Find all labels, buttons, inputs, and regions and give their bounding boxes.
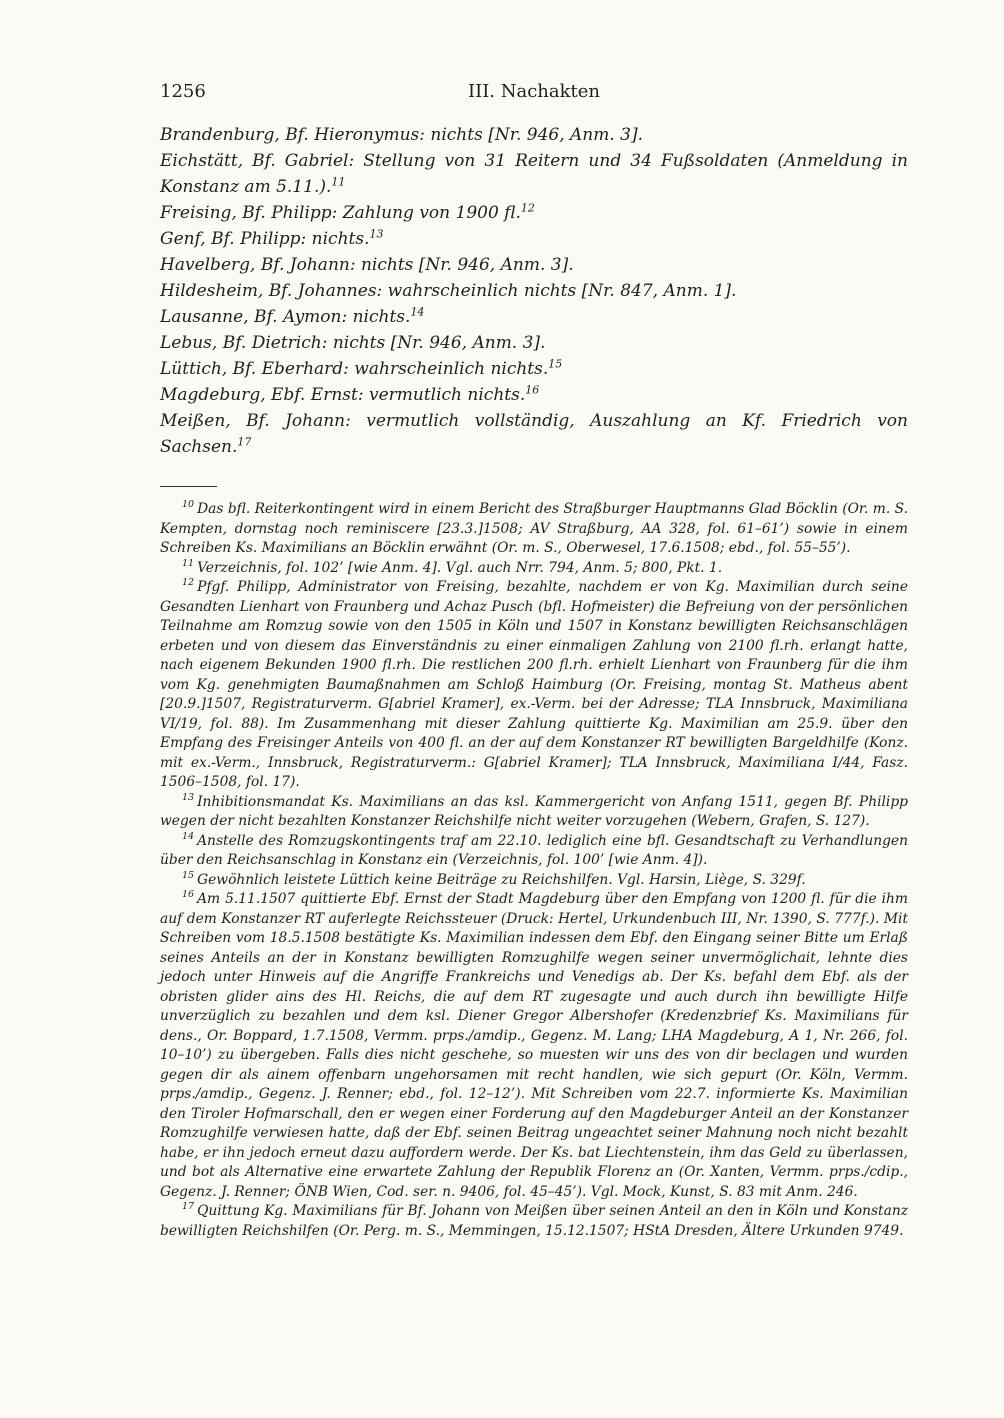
footnote-13: [160, 793, 908, 832]
footnote-number: 14: [182, 830, 195, 842]
entry-text: Eichstätt, Bf. Gabriel: Stellung von 31 Reitern und 34 Fußsoldaten (Anmeldung in Konstanz am 5.11.).: [160, 151, 908, 197]
footnote-14: [160, 832, 908, 871]
entry-meissen: [160, 408, 908, 460]
entry-hildesheim: [160, 278, 908, 304]
footnote-11: [160, 559, 908, 579]
footnote-separator: [160, 486, 217, 487]
footnote-text: Pfgf. Philipp, Administrator von Freising, bezahlte, nachdem er von Kg. Maximilian durch seine Gesandten Lienhart von Fraunberg und Achaz Pusch (bfl. Hofmeister) die Befreiung von der persönlichen Teilnahme am Romzug sowie von den 1505 in Köln und 1507 in Konstanz bewilligten Reichsanschlägen erbeten und von diesem das Einverständnis zu einer einmaligen Zahlung von 2100 fl.rh. erlangt hatte, nach eigenem Bekunden 1900 fl.rh. Die restlichen 200 fl.rh. erhielt Lienhart von Fraunberg für die ihm vom Kg. genehmigten Baumaßnahmen am Schloß Haimburg (Or. Freising, montag St. Matheus abent [20.9.]1507, Registraturverm. G[abriel Kramer], ex.-Verm. bei der Adresse; TLA Innsbruck, Maximiliana VI/19, fol. 88). Im Zusammenhang mit dieser Zahlung quittierte Kg. Maximilian am 25.9. über den Empfang des Freisinger Anteils von 400 fl. an der auf dem Konstanzer RT bewilligten Bargeldhilfe (Konz. mit ex.-Verm., Innsbruck, Registraturverm.: G[abriel Kramer]; TLA Innsbruck, Maximiliana I/44, Fasz. 1506–1508, fol. 17).: [160, 579, 908, 790]
page-content: [160, 80, 908, 1241]
page-number: 1256: [160, 81, 206, 102]
section-title: III. Nachakten: [467, 81, 601, 102]
entry-text: Lebus, Bf. Dietrich: nichts [Nr. 946, Anm. 3].: [160, 333, 546, 353]
entry-text: Meißen, Bf. Johann: vermutlich vollständig, Auszahlung an Kf. Friedrich von Sachsen.: [160, 411, 908, 457]
main-text-block: [160, 122, 908, 460]
footnote-text: Das bfl. Reiterkontingent wird in einem Bericht des Straßburger Hauptmanns Glad Böcklin (Or. m. S. Kempten, dornstag noch reminiscere [23.3.]1508; AV Straßburg, AA 328, fol. 61–61’) sowie in einem Schreiben Ks. Maximilians an Böcklin erwähnt (Or. m. S., Oberwesel, 17.6.1508; ebd., fol. 55–55’).: [160, 501, 908, 556]
footnote-number: 10: [182, 499, 195, 511]
footnote-number: 15: [182, 869, 195, 881]
footnote-text: Verzeichnis, fol. 102’ [wie Anm. 4]. Vgl. auch Nrr. 794, Anm. 5; 800, Pkt. 1.: [197, 559, 723, 576]
footnote-ref: 14: [410, 305, 425, 319]
footnote-number: 13: [182, 791, 195, 803]
footnote-ref: 13: [369, 227, 384, 241]
entry-text: Magdeburg, Ebf. Ernst: vermutlich nichts.: [160, 385, 526, 405]
footnote-12: [160, 578, 908, 793]
footnote-text: Quittung Kg. Maximilians für Bf. Johann von Meißen über seinen Anteil an den in Köln und Konstanz bewilligten Reichshilfen (Or. Perg. m. S., Memmingen, 15.12.1507; HStA Dresden, Ältere Urkunden 9749.: [160, 1203, 908, 1239]
footnote-text: Gewöhnlich leistete Lüttich keine Beiträge zu Reichshilfen. Vgl. Harsin, Liège, S. 329f.: [197, 871, 806, 888]
footnote-ref: 16: [525, 383, 540, 397]
entry-text: Brandenburg, Bf. Hieronymus: nichts [Nr. 946, Anm. 3].: [160, 125, 644, 145]
footnotes-block: [160, 500, 908, 1241]
entry-genf: [160, 226, 908, 252]
entry-text: Genf, Bf. Philipp: nichts.: [160, 229, 370, 249]
entry-freising: [160, 200, 908, 226]
footnote-17: [160, 1202, 908, 1241]
footnote-number: 16: [182, 889, 195, 901]
page-header: [160, 80, 908, 108]
footnote-number: 11: [182, 557, 195, 569]
footnote-text: Inhibitionsmandat Ks. Maximilians an das ksl. Kammergericht von Anfang 1511, gegen Bf. Philipp wegen der nicht bezahlten Konstanzer Reichshilfe nicht weiter vorzugehen (Webern, Grafen, S. 127).: [160, 793, 908, 829]
footnote-text: Am 5.11.1507 quittierte Ebf. Ernst der Stadt Magdeburg über den Empfang von 1200 fl. für die ihm auf dem Konstanzer RT auferlegte Reichssteuer (Druck: Hertel, Urkundenbuch III, Nr. 1390, S. 777f.). Mit Schreiben vom 18.5.1508 bestätigte Ks. Maximilian indessen dem Ebf. den Eingang seiner Bitte um Erlaß seines Anteils an der in Konstanz bewilligten Romzughilfe wegen seiner unvermöglichait, lehnte dies jedoch unter Hinweis auf die Angriffe Frankreichs und Venedigs ab. Der Ks. befahl dem Ebf. als der obristen glider ains des Hl. Reichs, die auf dem RT zugesagte und auch durch ihn bewilligte Hilfe unverzüglich zu bezahlen und dem ksl. Diener Gregor Albershofer (Kredenzbrief Ks. Maximilians für dens., Or. Boppard, 1.7.1508, Vermm. prps./amdip., Gegenz. M. Lang; LHA Magdeburg, A 1, Nr. 266, fol. 10–10’) zu übergeben. Falls dies nicht geschehe, so muesten wir uns des von dir beclagen und wurden gegen dir als ainem offenbarn ungehorsamen mit recht handlen, wie sich gepurt (Or. Köln, Vermm. prps./amdip., Gegenz. J. Renner; ebd., fol. 12–12’). Mit Schreiben vom 22.7. informierte Ks. Maximilian den Tiroler Hofmarschall, den er wegen einer Forderung auf den Magdeburger Anteil an der Konstanzer Romzughilfe verwiesen hatte, daß der Ebf. seinen Beitrag ungeachtet seiner Mahnung noch nicht bezahlt habe, er ihn jedoch erneut dazu auffordern werde. Der Ks. bat Liechtenstein, ihm das Geld zu überlassen, und bot als Alternative eine erwartete Zahlung der Republik Florenz an (Or. Xanten, Vermm. prps./cdip., Gegenz. J. Renner; ÖNB Wien, Cod. ser. n. 9406, fol. 45–45’). Vgl. Mock, Kunst, S. 83 mit Anm. 246.: [160, 891, 908, 1200]
entry-text: Lüttich, Bf. Eberhard: wahrscheinlich nichts.: [160, 359, 549, 379]
footnote-ref: 17: [237, 435, 252, 449]
entry-text: Hildesheim, Bf. Johannes: wahrscheinlich nichts [Nr. 847, Anm. 1].: [160, 281, 737, 301]
entry-lebus: [160, 330, 908, 356]
entry-lausanne: [160, 304, 908, 330]
entry-luettich: [160, 356, 908, 382]
entry-text: Havelberg, Bf. Johann: nichts [Nr. 946, Anm. 3].: [160, 255, 574, 275]
footnote-16: [160, 890, 908, 1202]
entry-eichstaett: [160, 148, 908, 200]
entry-text: Freising, Bf. Philipp: Zahlung von 1900 fl.: [160, 203, 521, 223]
footnote-ref: 15: [548, 357, 563, 371]
entry-text: Lausanne, Bf. Aymon: nichts.: [160, 307, 411, 327]
footnote-number: 12: [182, 577, 195, 589]
footnote-ref: 11: [331, 175, 346, 189]
footnote-15: [160, 871, 908, 891]
entry-havelberg: [160, 252, 908, 278]
footnote-number: 17: [182, 1201, 195, 1213]
entry-magdeburg: [160, 382, 908, 408]
footnote-text: Anstelle des Romzugskontingents traf am 22.10. lediglich eine bfl. Gesandtschaft zu Verhandlungen über den Reichsanschlag in Konstanz ein (Verzeichnis, fol. 100’ [wie Anm. 4]).: [160, 832, 908, 868]
footnote-ref: 12: [520, 201, 535, 215]
entry-brandenburg: [160, 122, 908, 148]
footnote-10: [160, 500, 908, 559]
